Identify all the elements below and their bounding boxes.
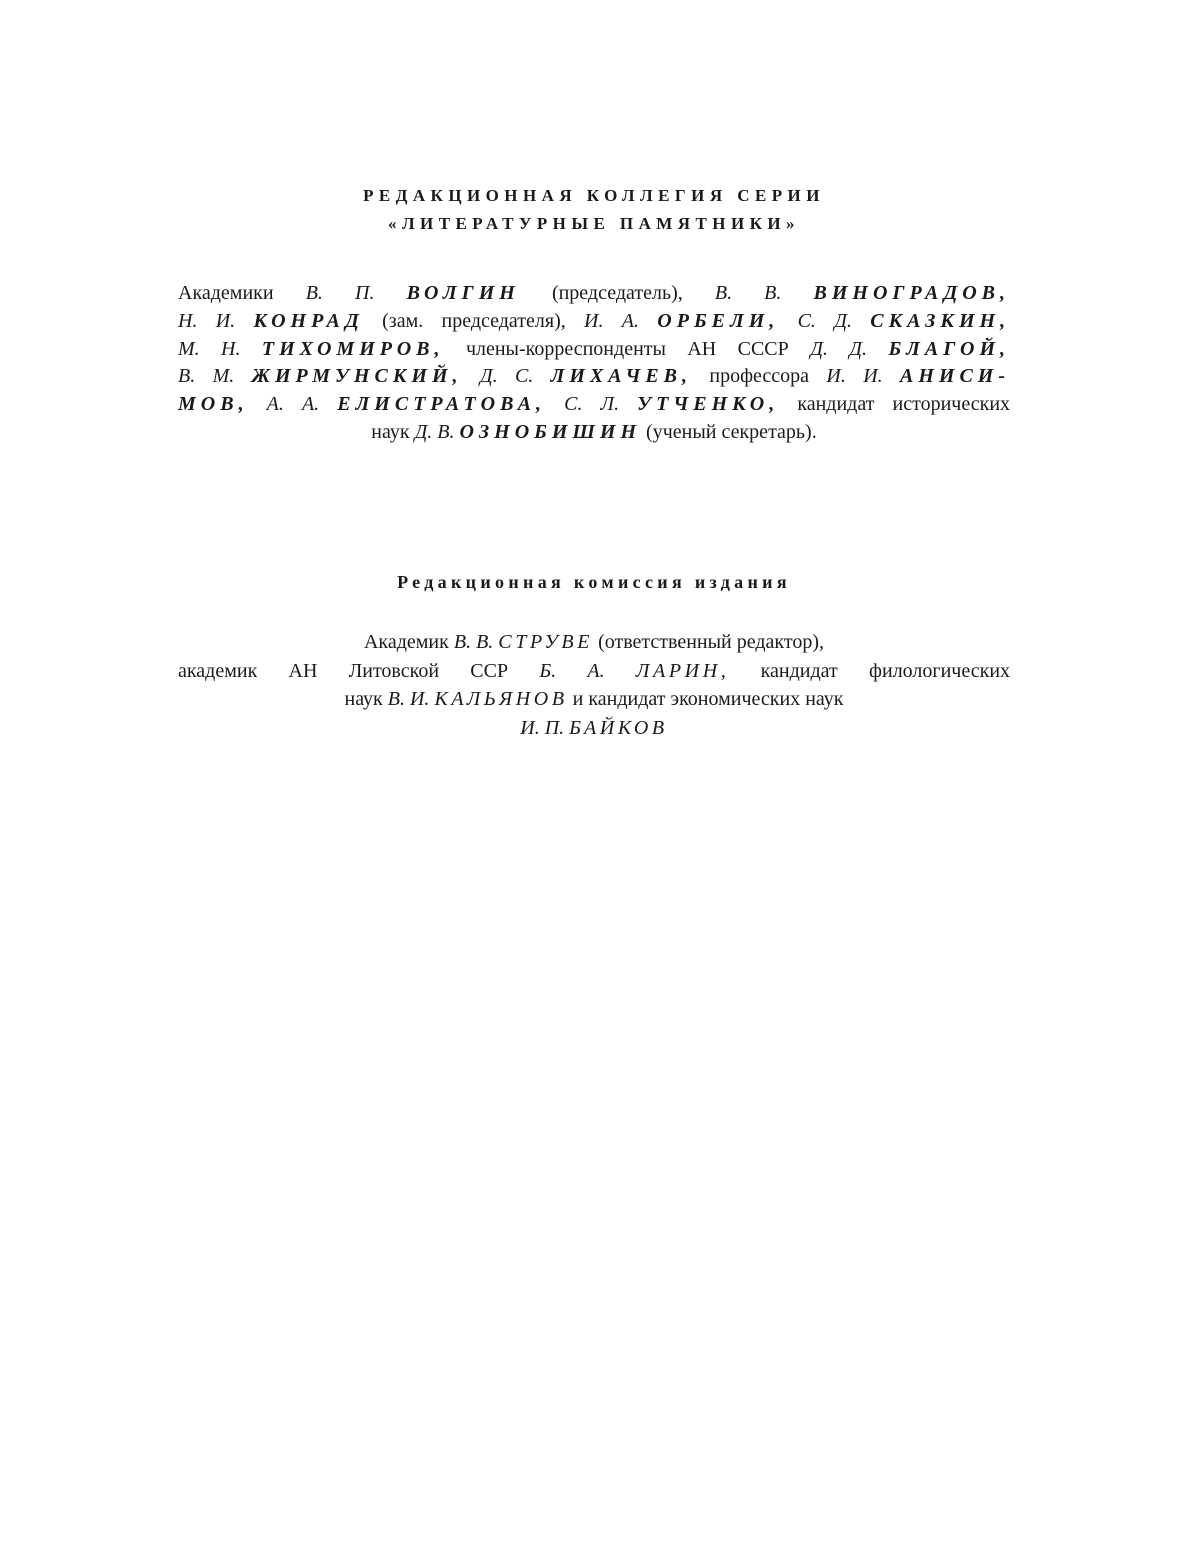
surname: УТЧЕНКО, xyxy=(637,393,780,416)
surname: БАЙКОВ xyxy=(569,716,668,739)
initials: В. М. xyxy=(178,365,235,388)
text: (ответственный редактор), xyxy=(598,631,825,653)
initials: И. П. xyxy=(520,716,565,739)
initials: М. Н. xyxy=(178,337,241,360)
surname: ОЗНОБИШИН xyxy=(459,420,642,443)
surname: СКАЗКИН, xyxy=(870,309,1011,332)
initials: С. Л. xyxy=(564,393,620,416)
board-line-4 xyxy=(178,363,1010,391)
surname: МОВ, xyxy=(178,393,249,416)
text: (зам. председателя), xyxy=(382,309,566,332)
text: (ученый секретарь). xyxy=(646,420,817,443)
board-title-line2: «ЛИТЕРАТУРНЫЕ ПАМЯТНИКИ» xyxy=(388,214,800,233)
surname: ТИХОМИРОВ, xyxy=(261,337,445,360)
initials: Д. Д. xyxy=(810,337,868,360)
commission-line-1 xyxy=(178,628,1010,657)
board-line-5 xyxy=(178,391,1010,419)
text: Академики xyxy=(178,282,274,304)
text: и кандидат экономических наук xyxy=(572,688,844,710)
commission-title: Редакционная комиссия издания xyxy=(397,572,791,592)
text: академик АН Литовской ССР xyxy=(178,659,509,682)
text: Академик xyxy=(363,631,449,653)
surname: ОРБЕЛИ, xyxy=(657,309,780,332)
initials: В. П. xyxy=(305,282,375,304)
initials: Д. В. xyxy=(414,420,455,443)
surname: КАЛЬЯНОВ xyxy=(434,688,568,710)
surname: ВИНОГРАДОВ, xyxy=(813,282,1011,304)
text: (председатель), xyxy=(551,282,683,304)
text: члены-корреспонденты АН СССР xyxy=(465,337,789,360)
commission-line-3 xyxy=(178,685,1010,714)
initials: С. Д. xyxy=(797,309,852,332)
surname: СТРУВЕ xyxy=(498,631,594,653)
board-members-paragraph xyxy=(178,280,1010,447)
initials: Н. И. xyxy=(178,309,236,332)
initials: В. В. xyxy=(714,282,782,304)
initials: Б. А. xyxy=(539,659,605,682)
text: наук xyxy=(344,688,383,710)
initials: И. А. xyxy=(584,309,639,332)
board-title-line1: РЕДАКЦИОННАЯ КОЛЛЕГИЯ СЕРИИ xyxy=(363,186,825,205)
board-line-2 xyxy=(178,308,1010,336)
text: кандидат исторических xyxy=(797,393,1011,416)
text: профессора xyxy=(709,365,810,388)
surname: БЛАГОЙ, xyxy=(888,337,1011,360)
initials: А. А. xyxy=(266,393,320,416)
surname: КОНРАД xyxy=(253,309,364,332)
initials: И. И. xyxy=(826,365,883,388)
surname: ЛАРИН, xyxy=(635,659,730,682)
surname: ЖИРМУНСКИЙ, xyxy=(251,365,463,388)
commission-line-2 xyxy=(178,657,1010,686)
text: кандидат филологических xyxy=(760,659,1011,682)
commission-paragraph xyxy=(178,628,1010,742)
surname: ВОЛГИН xyxy=(406,282,520,304)
text: наук xyxy=(371,420,410,443)
commission-line-4 xyxy=(178,714,1010,743)
board-line-1 xyxy=(178,280,1010,308)
surname: АНИСИ- xyxy=(900,365,1011,388)
board-line-6 xyxy=(178,419,1010,447)
surname: ЛИХАЧЕВ, xyxy=(550,365,692,388)
initials: Д. С. xyxy=(479,365,534,388)
initials: В. И. xyxy=(387,688,430,710)
board-line-3 xyxy=(178,336,1010,364)
surname: ЕЛИСТРАТОВА, xyxy=(337,393,547,416)
initials: В. В. xyxy=(453,631,494,653)
